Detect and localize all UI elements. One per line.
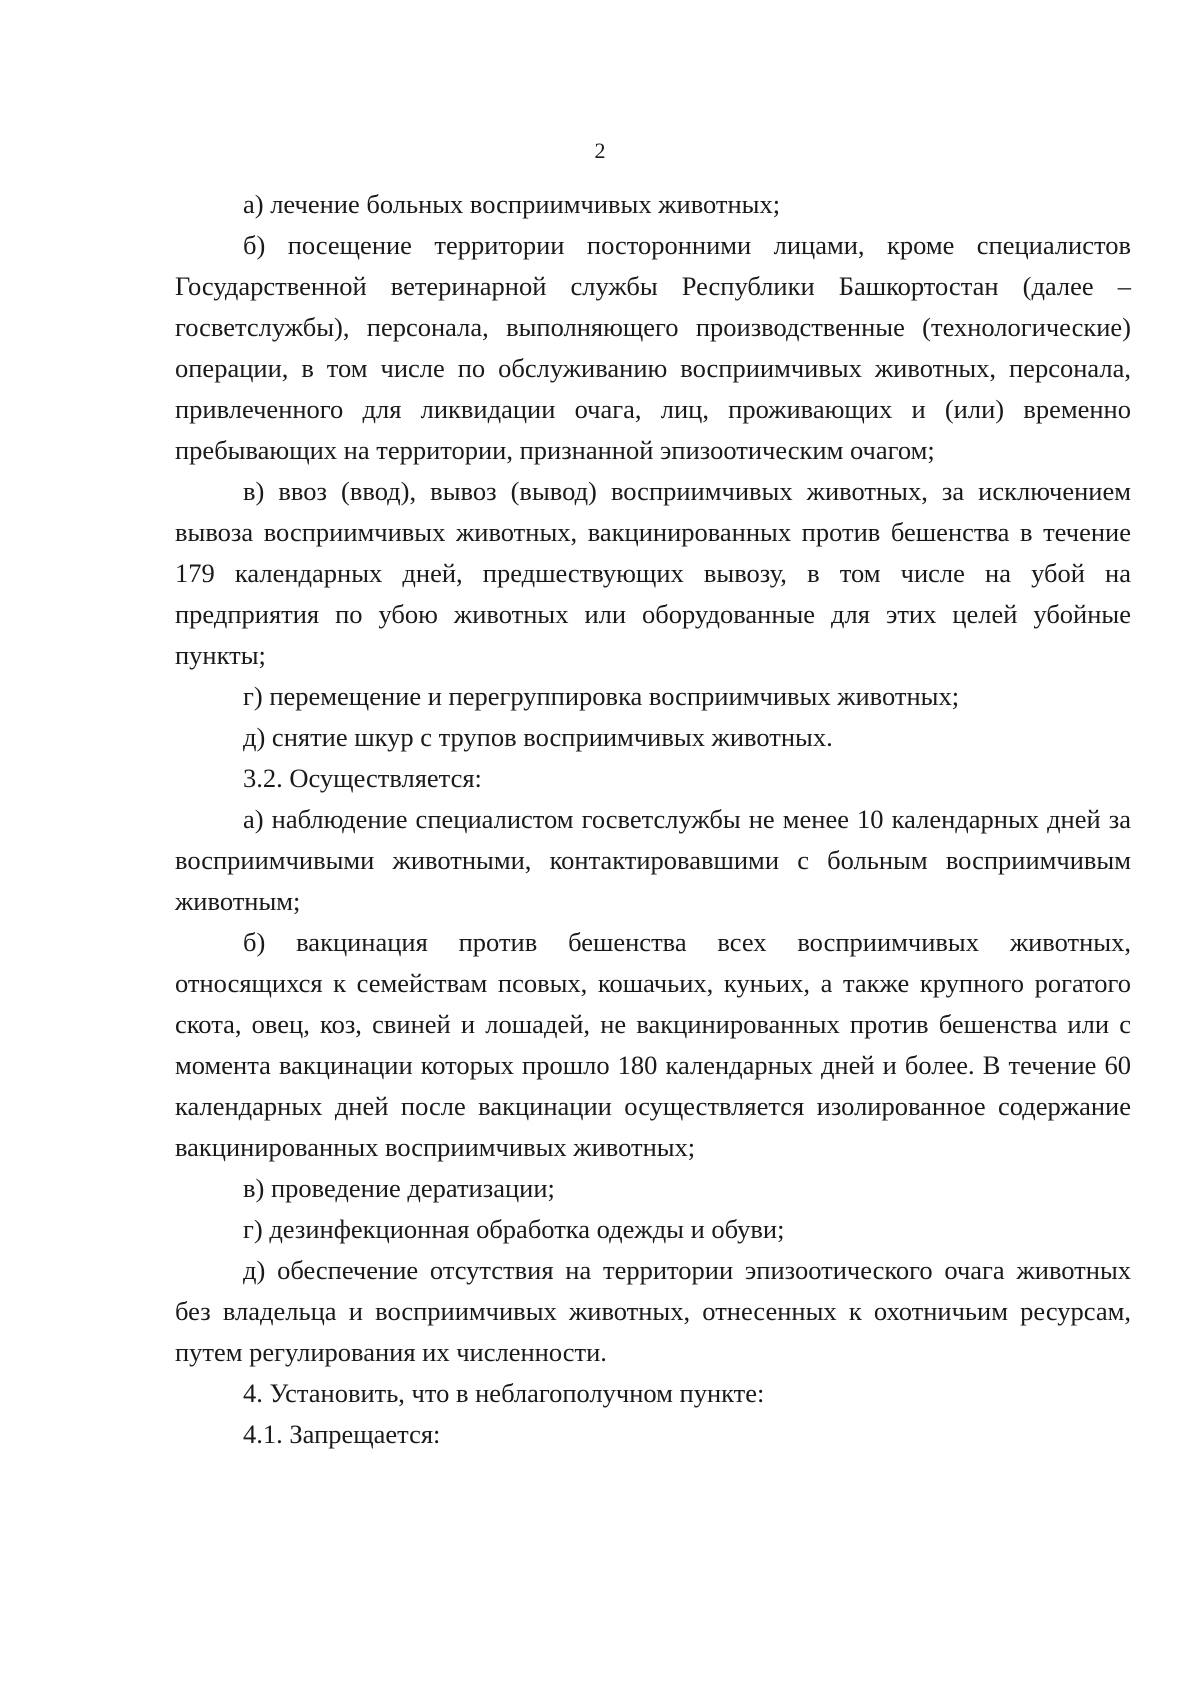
- section-heading-3-2: 3.2. Осуществляется:: [243, 763, 482, 793]
- section-heading-4-1: 4.1. Запрещается:: [243, 1419, 441, 1449]
- paragraph-item-a-observation: а) наблюдение специалистом госветслужбы не менее 10 календарных дней за восприимчивыми животными, контактировавшими с больным восприимчивым животным;: [175, 804, 1131, 916]
- paragraph-item-g-movement: г) перемещение и перегруппировка восприимчивых животных;: [243, 681, 960, 711]
- page-number: 2: [594, 138, 606, 163]
- paragraph-item-b-visits: б) посещение территории посторонними лицами, кроме специалистов Государственной ветеринарной службы Республики Башкортостан (далее – госветслужбы), персонала, выполняющего производственные (технологические) операции, в том числе по обслуживанию восприимчивых животных, персонала, привлеченного для ликвидации очага, лиц, проживающих и (или) временно пребывающих на территории, признанной эпизоотическим очагом;: [175, 230, 1131, 465]
- paragraph-item-d-skinning: д) снятие шкур с трупов восприимчивых животных.: [243, 722, 833, 752]
- paragraph-item-g-disinfection: г) дезинфекционная обработка одежды и обуви;: [243, 1214, 785, 1244]
- paragraph-item-b-vaccination: б) вакцинация против бешенства всех восприимчивых животных, относящихся к семействам псовых, кошачьих, куньих, а также крупного рогатого скота, овец, коз, свиней и лошадей, не вакцинированных против бешенства или с момента вакцинации которых прошло 180 календарных дней и более. В течение 60 календарных дней после вакцинации осуществляется изолированное содержание вакцинированных восприимчивых животных;: [175, 927, 1131, 1162]
- paragraph-item-a-treatment: а) лечение больных восприимчивых животных;: [243, 189, 781, 219]
- document-body: [175, 184, 1131, 1455]
- paragraph-item-v-deratization: в) проведение дератизации;: [243, 1173, 555, 1203]
- paragraph-item-v-import-export: в) ввоз (ввод), вывоз (вывод) восприимчивых животных, за исключением вывоза восприимчивых животных, вакцинированных против бешенства в течение 179 календарных дней, предшествующих вывозу, в том числе на убой на предприятия по убою животных или оборудованные для этих целей убойные пункты;: [175, 476, 1131, 670]
- paragraph-item-d-stray-control: д) обеспечение отсутствия на территории эпизоотического очага животных без владельца и восприимчивых животных, отнесенных к охотничьим ресурсам, путем регулирования их численности.: [175, 1255, 1131, 1367]
- section-heading-4: 4. Установить, что в неблагополучном пункте:: [243, 1378, 765, 1408]
